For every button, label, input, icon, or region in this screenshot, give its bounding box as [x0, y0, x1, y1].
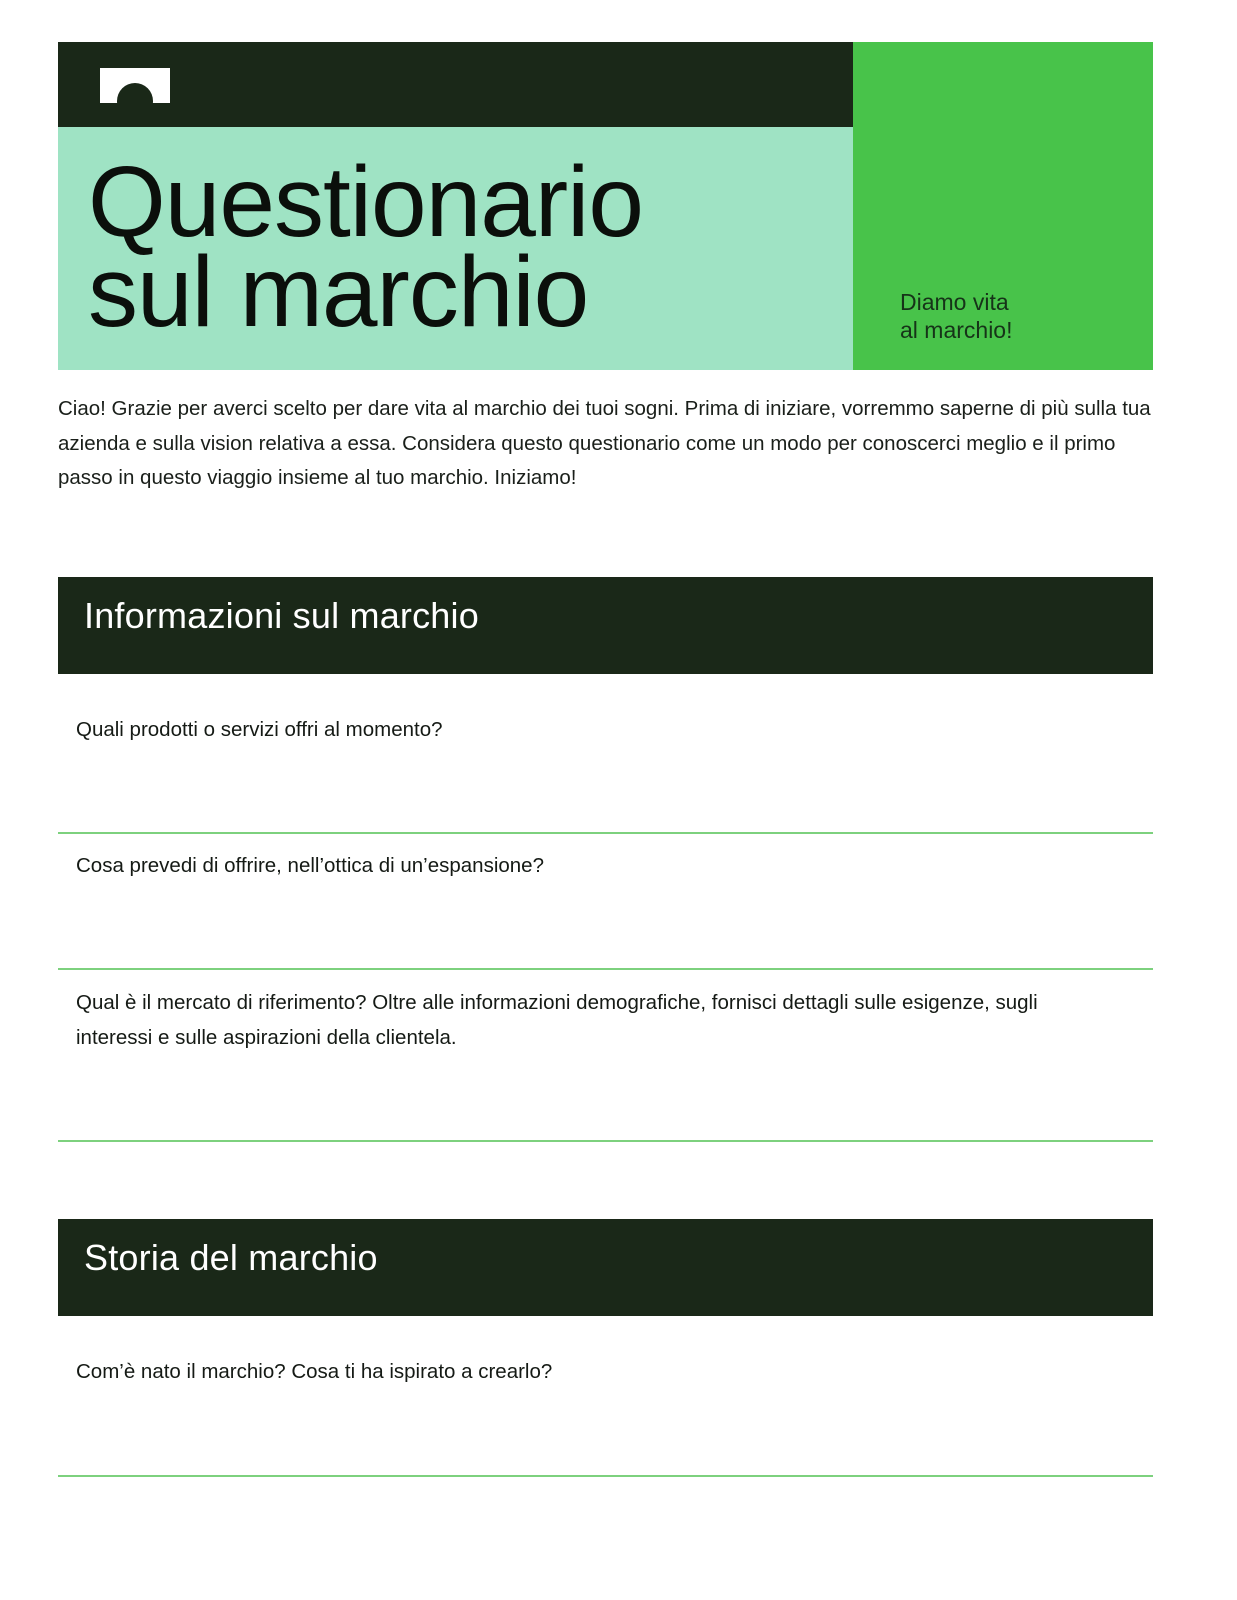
- intro-paragraph: Ciao! Grazie per averci scelto per dare vita al marchio dei tuoi sogni. Prima di iniziare, vorremmo saperne di più sulla tua azienda e sulla vision relativa a essa. Considera questo questionario come un modo per conoscerci meglio e il primo passo in questo viaggio insieme al tuo marchio. Iniziamo!: [58, 397, 1151, 489]
- question-label: Qual è il mercato di riferimento? Oltre alle informazioni demografiche, fornisci dettagli sulle esigenze, sugli interessi e sulle aspirazioni della clientela.: [76, 991, 1038, 1049]
- tagline: [900, 288, 1012, 344]
- section-title: Storia del marchio: [84, 1237, 378, 1278]
- section-header-brand-info: [58, 577, 1153, 674]
- page-title-line-1: Questionario: [88, 146, 643, 258]
- tagline-line-2: al marchio!: [900, 317, 1013, 343]
- arch-logo-icon: [100, 68, 170, 103]
- answer-field[interactable]: [58, 1394, 1153, 1475]
- page-title-line-2: sul marchio: [88, 236, 589, 348]
- question-expansion-offering: [58, 848, 1153, 970]
- answer-field[interactable]: [58, 752, 1153, 832]
- answer-field[interactable]: [58, 888, 1153, 968]
- question-label: Cosa prevedi di offrire, nell’ottica di un’espansione?: [76, 854, 544, 877]
- section-title: Informazioni sul marchio: [84, 595, 479, 636]
- page-title: [88, 146, 643, 348]
- section-header-brand-story: [58, 1219, 1153, 1316]
- question-label: Quali prodotti o servizi offri al momento?: [76, 718, 443, 741]
- question-label: Com’è nato il marchio? Cosa ti ha ispirato a crearlo?: [76, 1360, 553, 1383]
- hero-header: [58, 42, 1153, 370]
- tagline-panel: [853, 42, 1153, 370]
- question-brand-origin: [58, 1354, 1153, 1477]
- question-target-market: [58, 985, 1153, 1142]
- hero-top-bar: [58, 42, 853, 127]
- answer-field[interactable]: [58, 1061, 1153, 1140]
- question-products-services: [58, 712, 1153, 834]
- title-block: [58, 127, 853, 370]
- tagline-line-1: Diamo vita: [900, 289, 1009, 315]
